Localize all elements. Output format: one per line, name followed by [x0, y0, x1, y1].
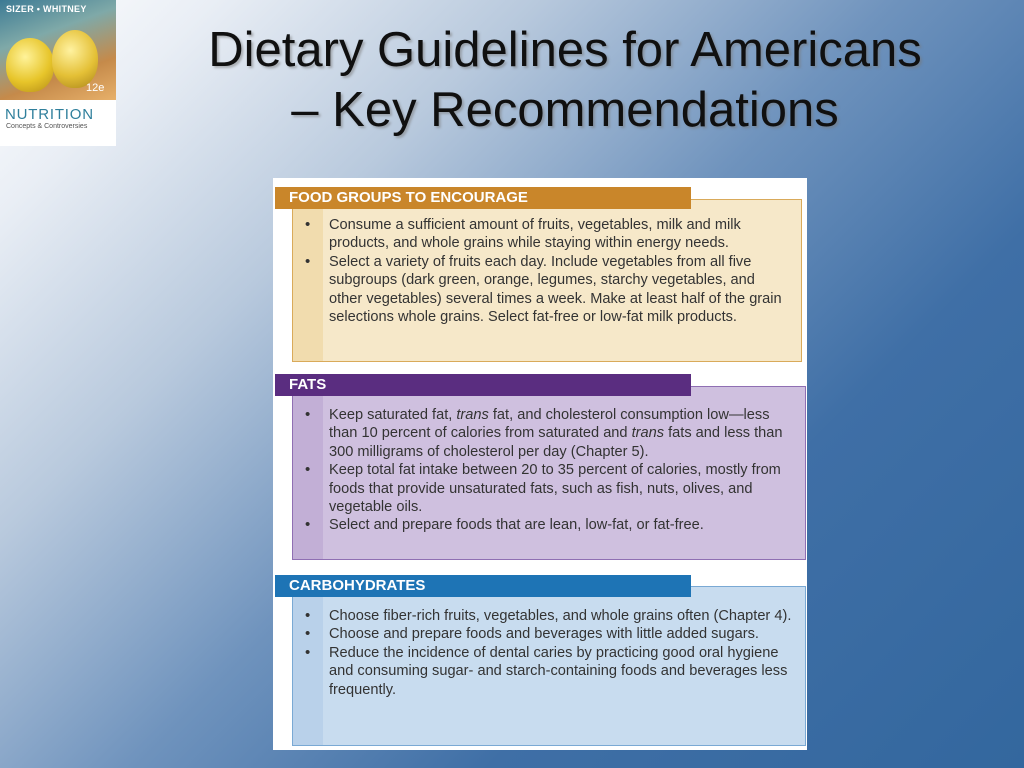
bullet-item: • Select a variety of fruits each day. Include vegetables from all five subgroups (dark green, orange, legumes, starchy vegetables, and other vegetables) several times a week. Make at least half of the grain selections whole grains. Select fat-free or low-fat milk products.	[293, 253, 801, 327]
pear-illustration	[52, 30, 98, 88]
bullet-list	[293, 406, 805, 535]
slide-title-line-1: Dietary Guidelines for Americans	[208, 23, 922, 77]
section-box	[292, 586, 806, 746]
bullet-item: • Keep total fat intake between 20 to 35 percent of calories, mostly from foods that provide unsaturated fats, such as fish, nuts, olives, and vegetable oils.	[293, 461, 805, 516]
section-box	[292, 199, 802, 362]
bullet-item: • Choose fiber-rich fruits, vegetables, and whole grains often (Chapter 4).	[293, 607, 805, 625]
bullet-list	[293, 607, 805, 699]
cover-subtitle: Concepts & Controversies	[6, 123, 88, 130]
bullet-item: • Consume a sufficient amount of fruits, vegetables, milk and milk products, and whole grains while staying within energy needs.	[293, 216, 801, 253]
slide-title-line-2: – Key Recommendations	[291, 83, 839, 137]
cover-title: NUTRITION	[5, 106, 94, 123]
bullet-item: • Choose and prepare foods and beverages with little added sugars.	[293, 625, 805, 643]
cover-artwork	[0, 0, 116, 100]
cover-edition: 12e	[86, 82, 105, 94]
section-heading: CARBOHYDRATES	[275, 575, 691, 597]
cover-authors: SIZER • WHITNEY	[6, 4, 87, 14]
section-heading: FATS	[275, 374, 691, 396]
bullet-list	[293, 216, 801, 326]
slide-title	[130, 20, 1000, 140]
section-box	[292, 386, 806, 560]
section-heading: FOOD GROUPS TO ENCOURAGE	[275, 187, 691, 209]
bullet-item: • Select and prepare foods that are lean, low-fat, or fat-free.	[293, 516, 805, 534]
pear-illustration	[6, 38, 54, 92]
book-cover	[0, 0, 116, 146]
bullet-item: • Reduce the incidence of dental caries by practicing good oral hygiene and consuming sugar- and starch-containing foods and beverages less frequently.	[293, 644, 805, 699]
bullet-item: • Keep saturated fat, trans fat, and cholesterol consumption low—less than 10 percent of calories from saturated and trans fats and less than 300 milligrams of cholesterol per day (Chapter 5).	[293, 406, 805, 461]
guidelines-figure	[273, 178, 807, 750]
